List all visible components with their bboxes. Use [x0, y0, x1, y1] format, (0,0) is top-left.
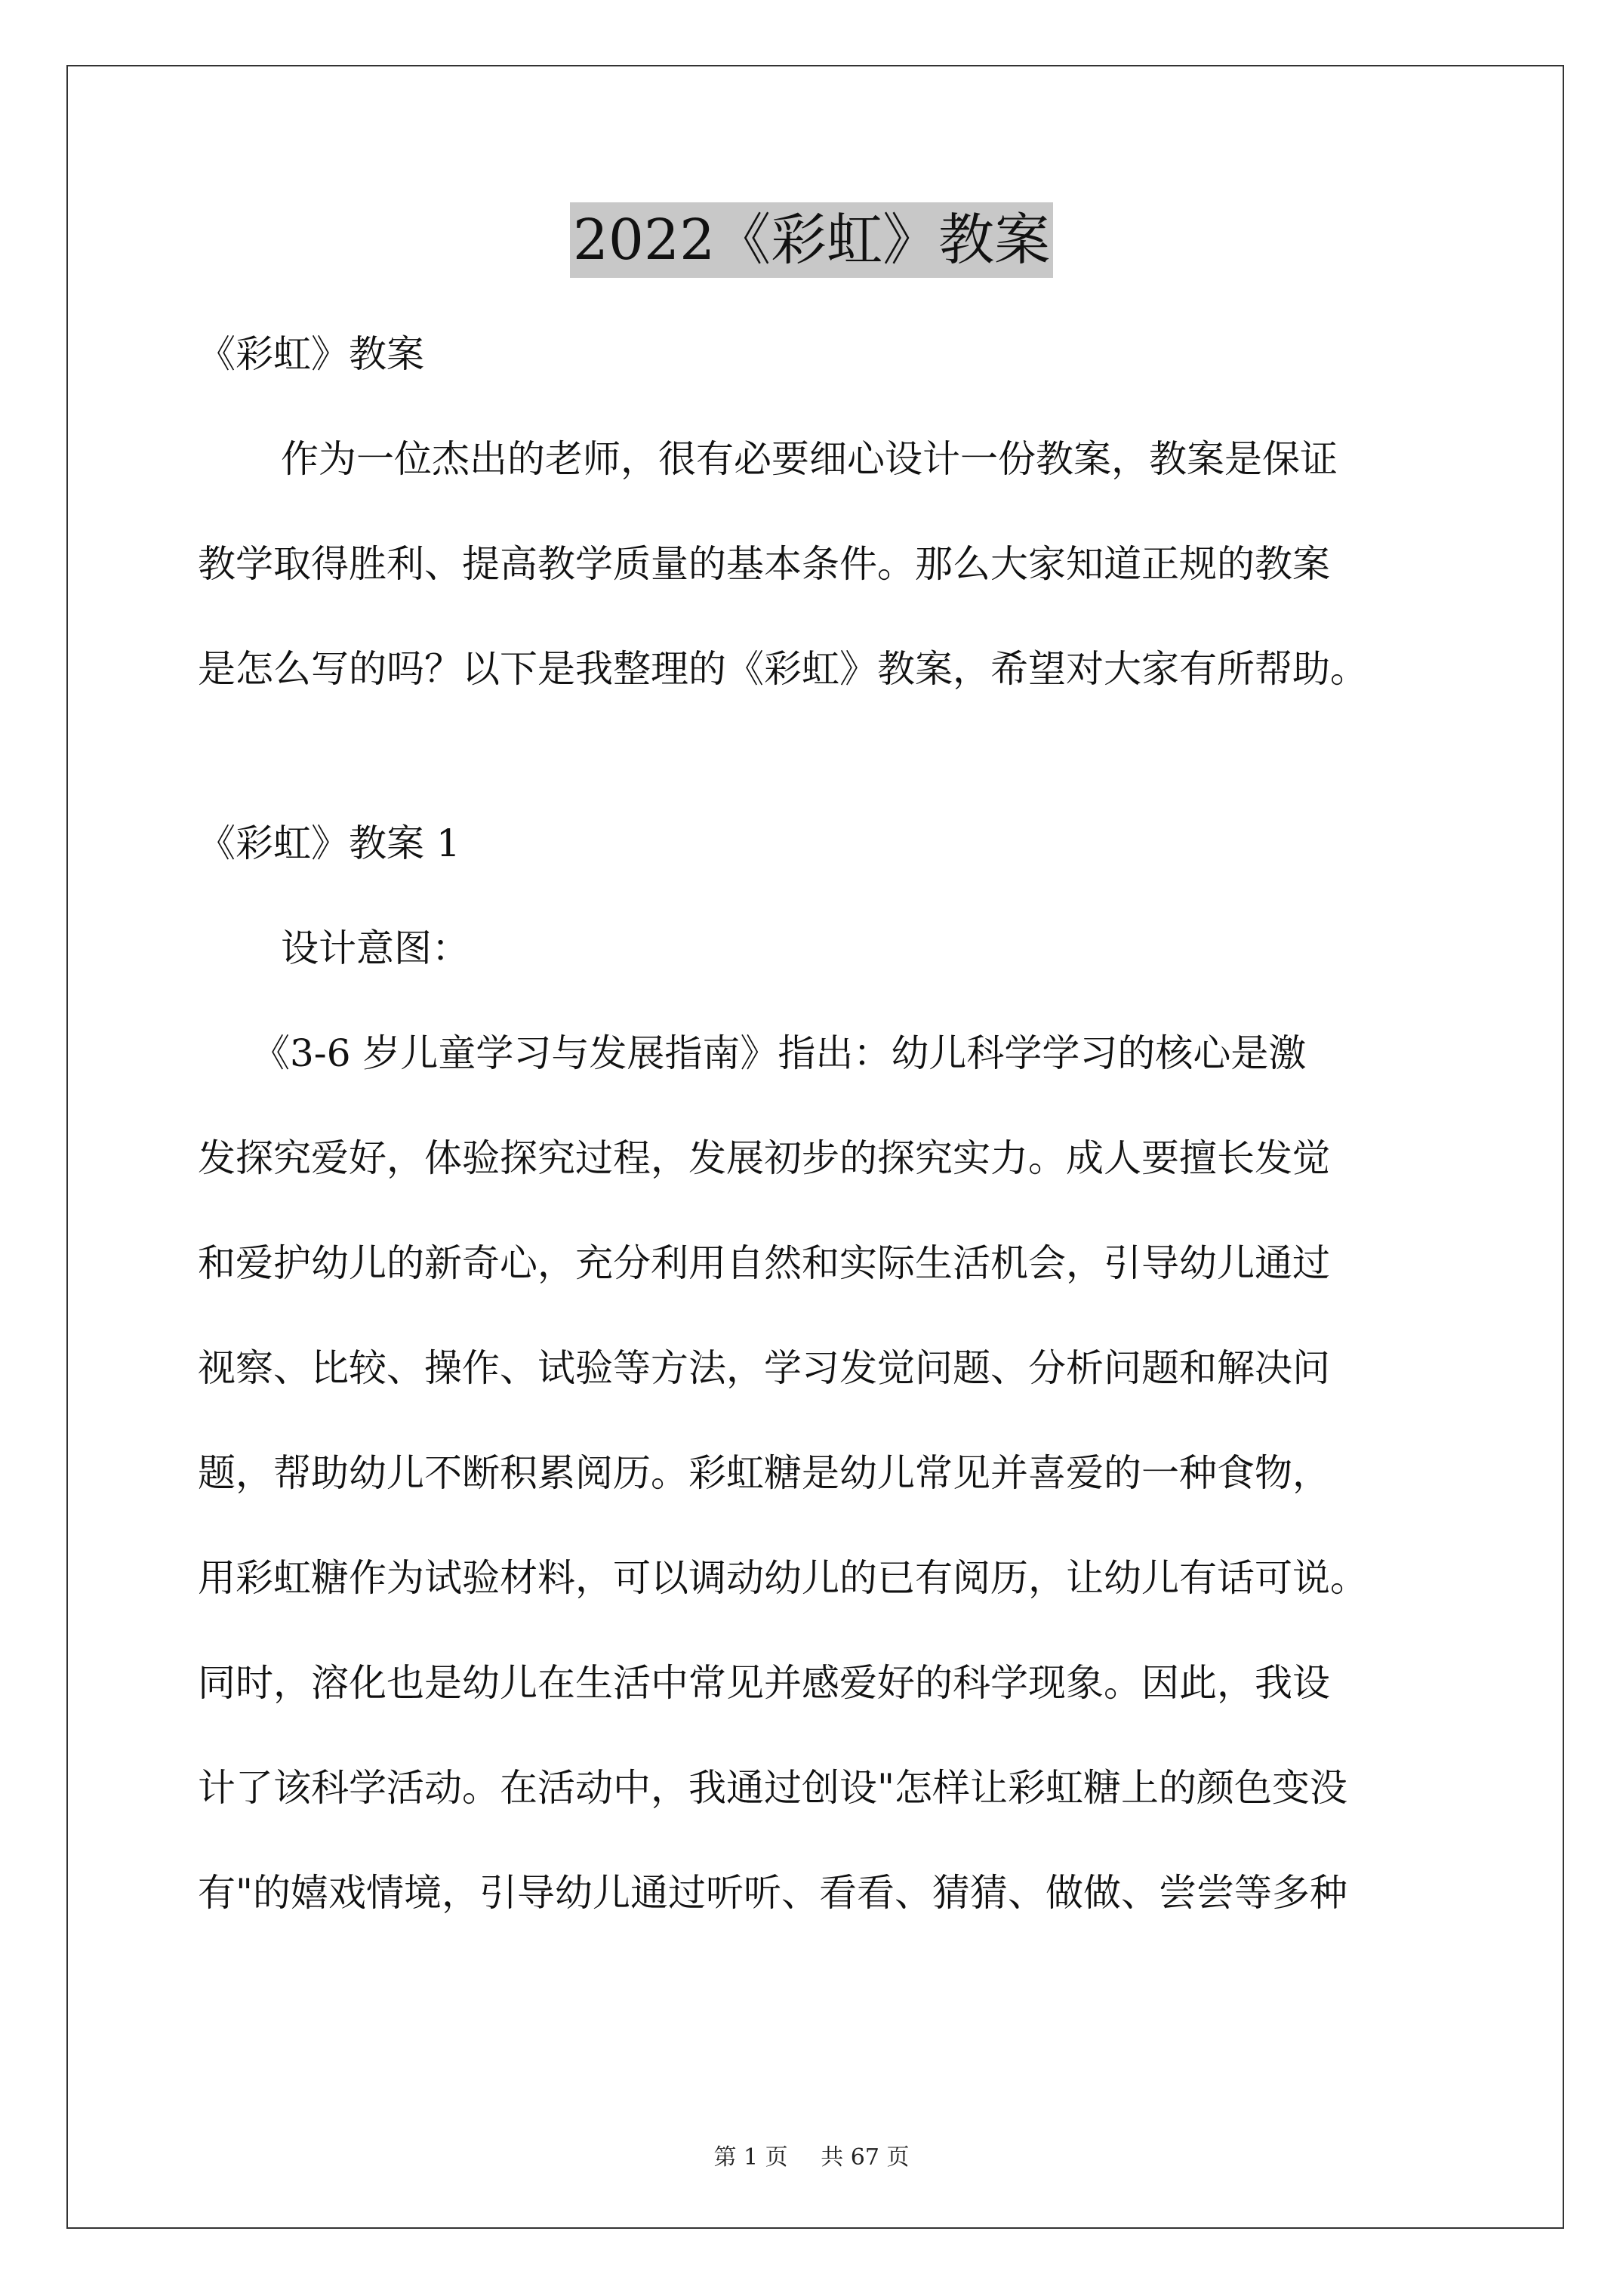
document-body	[198, 302, 1436, 1946]
body-line: 用彩虹糖作为试验材料，可以调动幼儿的已有阅历，让幼儿有话可说。	[198, 1556, 1368, 1600]
section-gap	[198, 722, 1436, 791]
intro-line: 教学取得胜利、提高教学质量的基本条件。那么大家知道正规的教案	[198, 542, 1330, 586]
section-heading: 《彩虹》教案 1	[198, 821, 460, 865]
intro-line: 作为一位杰出的老师，很有必要细心设计一份教案，教案是保证	[281, 437, 1338, 481]
page-footer	[0, 2143, 1623, 2173]
body-line: 《3-6 岁儿童学习与发展指南》指出：幼儿科学学习的核心是激	[252, 1031, 1307, 1075]
design-heading: 设计意图：	[281, 926, 470, 970]
body-line: 同时，溶化也是幼儿在生活中常见并感爱好的科学现象。因此，我设	[198, 1661, 1330, 1705]
body-line: 题，帮助幼儿不断积累阅历。彩虹糖是幼儿常见并喜爱的一种食物，	[198, 1451, 1330, 1495]
document-title: 2022《彩虹》教案	[570, 202, 1053, 278]
title-container	[0, 202, 1623, 278]
body-line: 发探究爱好，体验探究过程，发展初步的探究实力。成人要擅长发觉	[198, 1136, 1330, 1180]
page-total: 共 67 页	[821, 2144, 910, 2171]
body-line: 有"的嬉戏情境，引导幼儿通过听听、看看、猜猜、做做、尝尝等多种	[198, 1871, 1347, 1915]
intro-heading: 《彩虹》教案	[198, 332, 424, 376]
body-line: 计了该科学活动。在活动中，我通过创设"怎样让彩虹糖上的颜色变没	[198, 1766, 1347, 1810]
intro-line: 是怎么写的吗？以下是我整理的《彩虹》教案，希望对大家有所帮助。	[198, 647, 1368, 691]
body-line: 和爱护幼儿的新奇心，充分利用自然和实际生活机会，引导幼儿通过	[198, 1241, 1330, 1285]
page-number: 第 1 页	[713, 2144, 788, 2171]
body-line: 视察、比较、操作、试验等方法，学习发觉问题、分析问题和解决问	[198, 1346, 1330, 1390]
